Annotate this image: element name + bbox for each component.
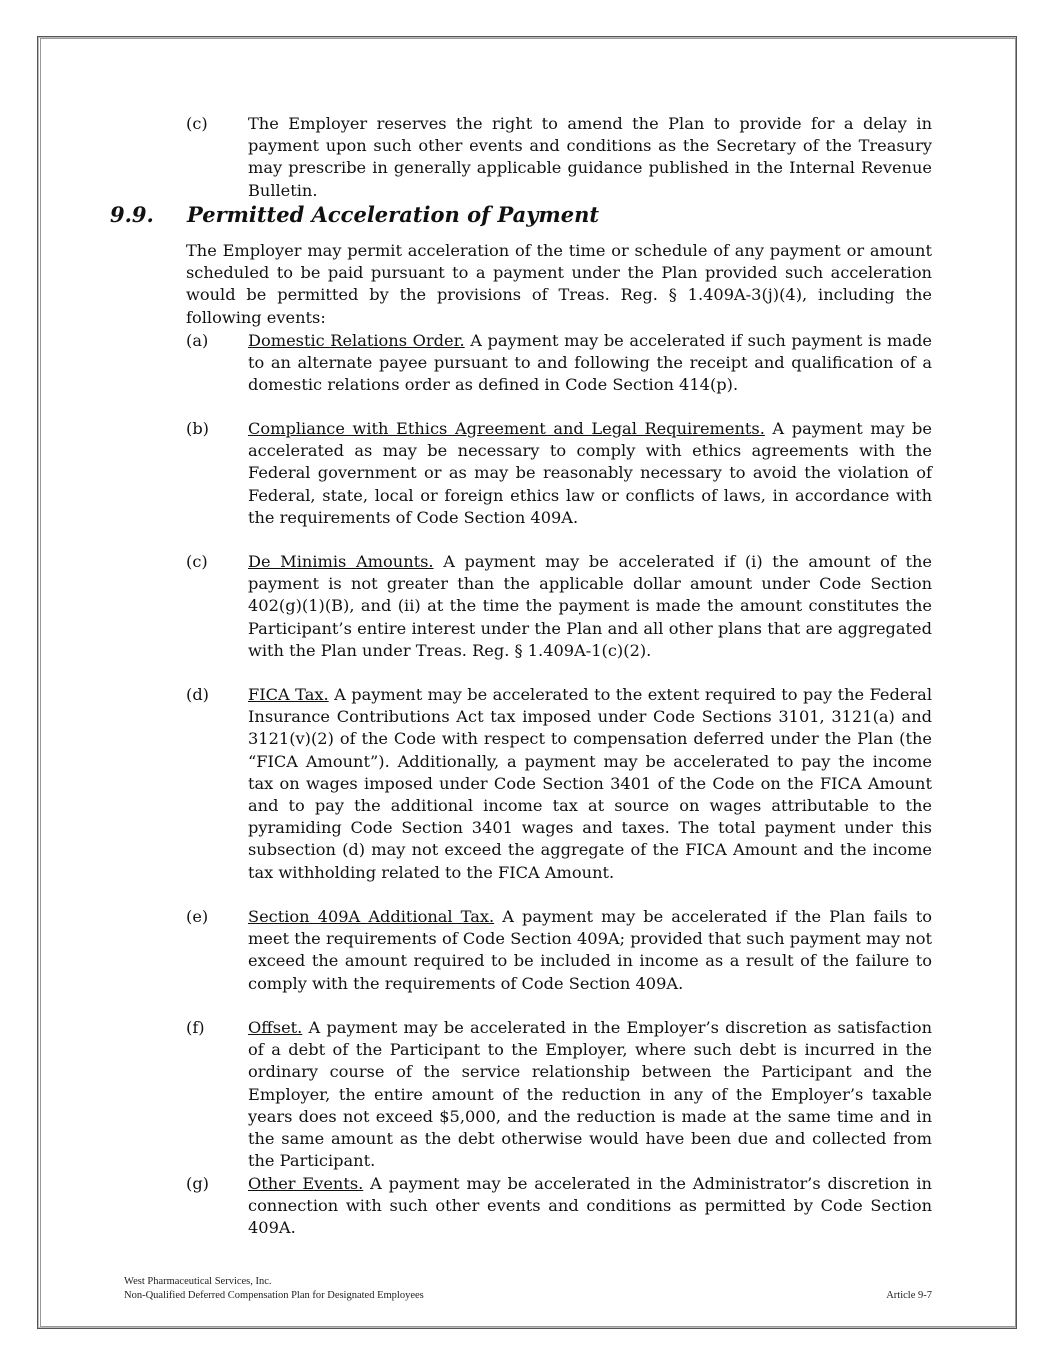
- item-text: [248, 906, 932, 995]
- item-label: (c): [186, 552, 208, 571]
- item-text: [248, 1173, 932, 1240]
- item-title: FICA Tax.: [248, 685, 329, 704]
- item-title: Section 409A Additional Tax.: [248, 907, 495, 926]
- item-label: (a): [186, 331, 209, 350]
- item-body: A payment may be accelerated in the Administrator’s discretion in connection with such other events and conditions as permitted by Code Section 409A.: [248, 1174, 932, 1238]
- item-label: (c): [186, 114, 208, 133]
- item-f: [186, 1017, 932, 1172]
- item-body: A payment may be accelerated if (i) the amount of the payment is not greater than the applicable dollar amount under Code Section 402(g)(1)(B), and (ii) at the time the payment is made the amount constitutes the Participant’s entire interest under the Plan and all other plans that are aggregated with the Plan under Treas. Reg. § 1.409A-1(c)(2).: [248, 552, 933, 660]
- item-title: De Minimis Amounts.: [248, 552, 434, 571]
- item-body: A payment may be accelerated if the Plan fails to meet the requirements of Code Section 409A; provided that such payment may not exceed the amount required to be included in income as a result of the failure to comply with the requirements of Code Section 409A.: [248, 907, 932, 993]
- item-g: [186, 1173, 932, 1240]
- item-label: (b): [186, 419, 209, 438]
- item-text: [248, 1017, 932, 1172]
- item-text: The Employer reserves the right to amend the Plan to provide for a delay in payment upon such other events and conditions as the Secretary of the Treasury may prescribe in generally applicable guidance published in the Internal Revenue Bulletin.: [248, 114, 932, 200]
- footer-plan: Non-Qualified Deferred Compensation Plan for Designated Employees: [124, 1290, 424, 1301]
- item-body: A payment may be accelerated to the extent required to pay the Federal Insurance Contributions Act tax imposed under Code Sections 3101, 3121(a) and 3121(v)(2) of the Code with respect to compensation deferred under the Plan (the “FICA Amount”). Additionally, a payment may be accelerated to pay the income tax on wages imposed under Code Section 3401 of the Code on the FICA Amount and to pay the additional income tax at source on wages attributable to the pyramiding Code Section 3401 wages and taxes. The total payment under this subsection (d) may not exceed the aggregate of the FICA Amount and the income tax withholding related to the FICA Amount.: [248, 685, 932, 882]
- item-body: A payment may be accelerated if such payment is made to an alternate payee pursuant to and following the receipt and qualification of a domestic relations order as defined in Code Section 414(p).: [248, 331, 932, 395]
- item-top-c: [186, 113, 932, 202]
- footer-page-number: Article 9-7: [886, 1290, 932, 1301]
- item-text: [248, 551, 932, 662]
- item-e: [186, 906, 932, 995]
- item-a: [186, 330, 932, 397]
- item-c: [186, 551, 932, 662]
- page-footer: [124, 1275, 932, 1303]
- item-title: Compliance with Ethics Agreement and Legal Requirements.: [248, 419, 765, 438]
- section-title: Permitted Acceleration of Payment: [187, 202, 600, 227]
- item-title: Other Events.: [248, 1174, 364, 1193]
- section-intro: The Employer may permit acceleration of the time or schedule of any payment or amount scheduled to be paid pursuant to a payment under the Plan provided such acceleration would be permitted by the provisions of Treas. Reg. § 1.409A-3(j)(4), including the following events:: [186, 241, 932, 327]
- footer-company: West Pharmaceutical Services, Inc.: [124, 1276, 272, 1287]
- item-text: [248, 684, 932, 884]
- item-label: (f): [186, 1018, 205, 1037]
- item-label: (d): [186, 685, 209, 704]
- item-text: [248, 330, 932, 397]
- item-b: [186, 418, 932, 529]
- item-d: [186, 684, 932, 884]
- item-title: Domestic Relations Order.: [248, 331, 465, 350]
- item-body: A payment may be accelerated as may be necessary to comply with ethics agreements with the Federal government or as may be reasonably necessary to avoid the violation of Federal, state, local or foreign ethics law or conflicts of laws, in accordance with the requirements of Code Section 409A.: [248, 419, 932, 527]
- item-label: (g): [186, 1174, 209, 1193]
- item-text: [248, 418, 932, 529]
- section-heading: [110, 200, 599, 230]
- section-number: 9.9.: [110, 202, 154, 227]
- item-body: A payment may be accelerated in the Employer’s discretion as satisfaction of a debt of the Participant to the Employer, where such debt is incurred in the ordinary course of the service relationship between the Participant and the Employer, the entire amount of the reduction in any of the Employer’s taxable years does not exceed $5,000, and the reduction is made at the same time and in the same amount as the debt otherwise would have been due and collected from the Participant.: [248, 1018, 932, 1171]
- item-title: Offset.: [248, 1018, 303, 1037]
- item-label: (e): [186, 907, 209, 926]
